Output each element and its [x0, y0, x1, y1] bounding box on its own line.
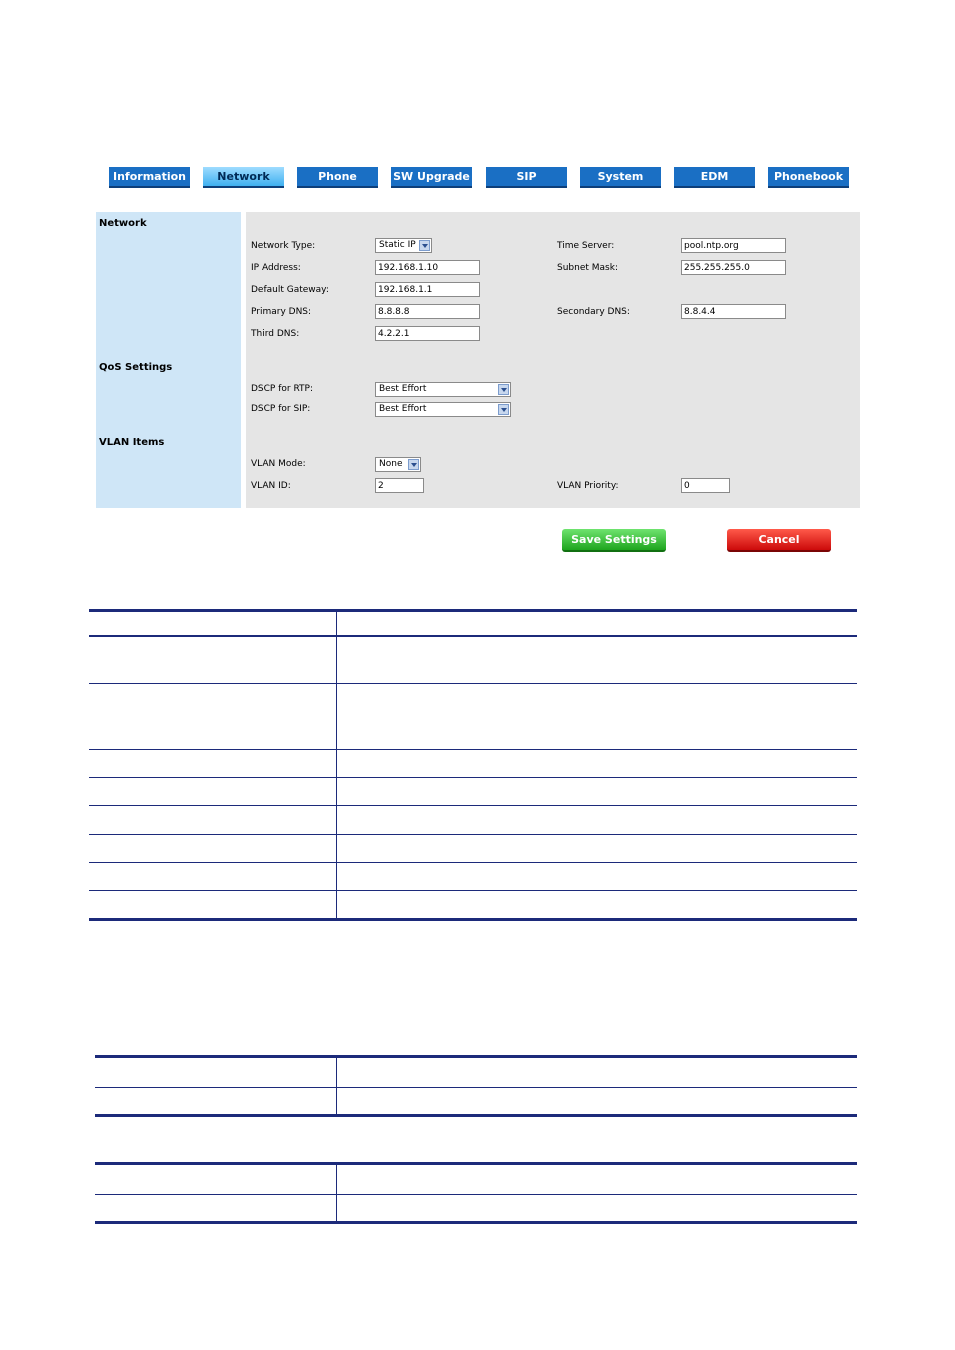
subnet-mask-input[interactable]: 255.255.255.0: [681, 260, 786, 275]
table-rule: [89, 609, 857, 612]
tab-phonebook[interactable]: Phonebook: [768, 167, 849, 188]
table-rule: [89, 918, 857, 921]
table-rule: [89, 635, 857, 637]
dscp-rtp-label: DSCP for RTP:: [251, 384, 314, 394]
vlan-priority-input[interactable]: 0: [681, 478, 730, 493]
tab-system[interactable]: System: [580, 167, 661, 188]
chevron-down-icon: [408, 459, 419, 470]
table-rule: [95, 1055, 857, 1058]
secondary-dns-label: Secondary DNS:: [557, 307, 630, 317]
table-column-divider: [336, 1164, 337, 1222]
time-server-input[interactable]: pool.ntp.org: [681, 238, 786, 253]
vlan-mode-value: None: [379, 459, 403, 469]
ip-address-input[interactable]: 192.168.1.10: [375, 260, 480, 275]
tab-sip[interactable]: SIP: [486, 167, 567, 188]
default-gateway-label: Default Gateway:: [251, 285, 329, 295]
dscp-rtp-value: Best Effort: [379, 384, 427, 394]
dscp-sip-label: DSCP for SIP:: [251, 404, 311, 414]
vlan-mode-select[interactable]: [375, 457, 421, 472]
subnet-mask-label: Subnet Mask:: [557, 263, 618, 273]
vlan-id-label: VLAN ID:: [251, 481, 291, 491]
tab-network[interactable]: Network: [203, 167, 284, 188]
chevron-down-icon: [498, 404, 509, 415]
table-rule: [89, 890, 857, 891]
table-column-divider: [336, 1057, 337, 1115]
primary-dns-input[interactable]: 8.8.8.8: [375, 304, 480, 319]
tab-sw-upgrade[interactable]: SW Upgrade: [391, 167, 472, 188]
table-rule: [89, 749, 857, 750]
table-rule: [95, 1194, 857, 1195]
section-title-qos: QoS Settings: [99, 362, 173, 373]
table-rule: [89, 683, 857, 684]
tab-edm[interactable]: EDM: [674, 167, 755, 188]
table-rule: [95, 1114, 857, 1117]
default-gateway-input[interactable]: 192.168.1.1: [375, 282, 480, 297]
table-rule: [89, 834, 857, 835]
primary-dns-label: Primary DNS:: [251, 307, 312, 317]
cancel-button[interactable]: Cancel: [727, 529, 831, 552]
section-title-vlan: VLAN Items: [99, 437, 165, 448]
section-title-network: Network: [99, 218, 147, 229]
tab-information[interactable]: Information: [109, 167, 190, 188]
dscp-sip-value: Best Effort: [379, 404, 427, 414]
vlan-priority-label: VLAN Priority:: [557, 481, 619, 491]
ip-address-label: IP Address:: [251, 263, 301, 273]
network-type-select[interactable]: [375, 238, 432, 253]
vlan-id-input[interactable]: 2: [375, 478, 424, 493]
dscp-sip-select[interactable]: [375, 402, 511, 417]
table-rule: [95, 1087, 857, 1088]
third-dns-label: Third DNS:: [251, 329, 300, 339]
secondary-dns-input[interactable]: 8.8.4.4: [681, 304, 786, 319]
table-rule: [95, 1162, 857, 1165]
network-type-label: Network Type:: [251, 241, 316, 251]
save-settings-button[interactable]: Save Settings: [562, 529, 666, 552]
chevron-down-icon: [419, 240, 430, 251]
dscp-rtp-select[interactable]: [375, 382, 511, 397]
settings-panel: [246, 212, 860, 508]
third-dns-input[interactable]: 4.2.2.1: [375, 326, 480, 341]
table-rule: [95, 1221, 857, 1224]
chevron-down-icon: [498, 384, 509, 395]
section-sidebar: [96, 212, 241, 508]
table-rule: [89, 805, 857, 806]
time-server-label: Time Server:: [557, 241, 615, 251]
tab-phone[interactable]: Phone: [297, 167, 378, 188]
table-rule: [89, 777, 857, 778]
vlan-mode-label: VLAN Mode:: [251, 459, 306, 469]
table-column-divider: [336, 611, 337, 919]
table-rule: [89, 862, 857, 863]
network-type-value: Static IP: [379, 240, 416, 250]
